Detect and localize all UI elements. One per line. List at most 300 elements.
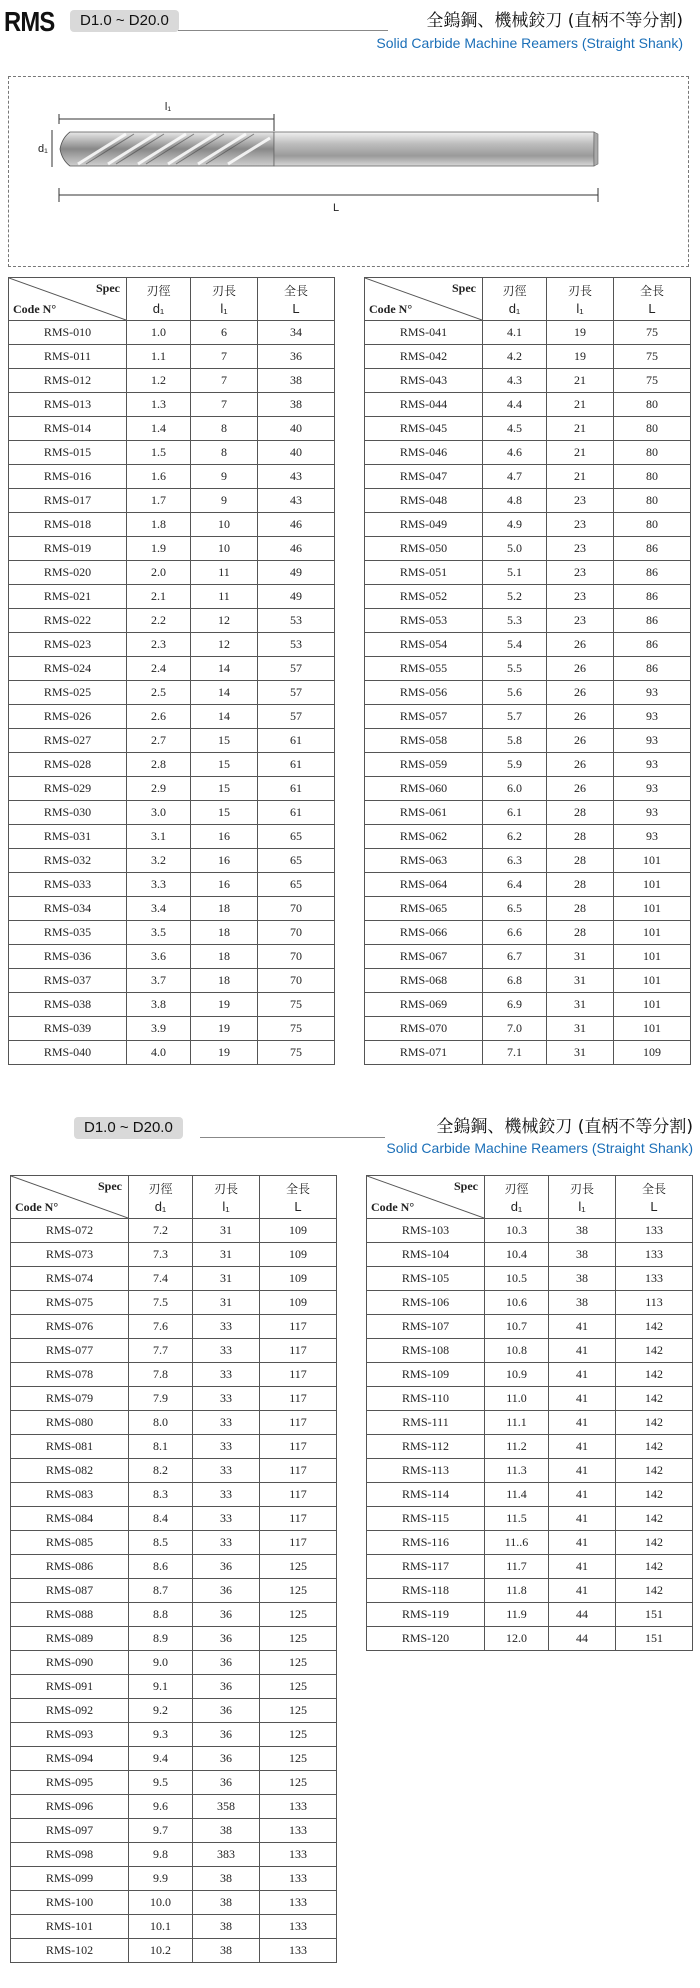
table-row	[9, 729, 335, 753]
code-cell: RMS-067	[365, 945, 483, 969]
table-row	[11, 1291, 337, 1315]
overall-length-cell: 80	[614, 489, 691, 513]
header-diameter-sym: d₁	[154, 1199, 167, 1214]
diameter-cell: 9.3	[129, 1723, 193, 1747]
table-row	[11, 1579, 337, 1603]
flute-length-cell: 23	[547, 489, 614, 513]
overall-length-cell: 53	[258, 609, 335, 633]
code-label: Code N°	[15, 1200, 59, 1214]
flute-length-cell: 18	[191, 897, 258, 921]
diameter-cell: 9.7	[129, 1819, 193, 1843]
header-cell-spec-code	[9, 278, 127, 321]
overall-length-cell: 133	[616, 1267, 693, 1291]
header-flute-length-sym: l₁	[578, 1199, 586, 1214]
spec-table-1	[8, 277, 335, 1065]
flute-length-cell: 31	[193, 1219, 260, 1243]
code-cell: RMS-023	[9, 633, 127, 657]
diameter-cell: 10.6	[485, 1291, 549, 1315]
overall-length-cell: 133	[260, 1891, 337, 1915]
diameter-cell: 7.8	[129, 1363, 193, 1387]
overall-length-cell: 125	[260, 1699, 337, 1723]
code-cell: RMS-029	[9, 777, 127, 801]
overall-length-cell: 57	[258, 681, 335, 705]
code-cell: RMS-040	[9, 1041, 127, 1065]
diameter-cell: 3.6	[127, 945, 191, 969]
table-row	[9, 897, 335, 921]
table-row	[9, 753, 335, 777]
code-cell: RMS-095	[11, 1771, 129, 1795]
code-cell: RMS-085	[11, 1531, 129, 1555]
flute-length-cell: 44	[549, 1627, 616, 1651]
flute-length-cell: 14	[191, 705, 258, 729]
overall-length-cell: 142	[616, 1339, 693, 1363]
table-row	[365, 537, 691, 561]
flute-length-cell: 36	[193, 1771, 260, 1795]
header-diameter-cn: 刃徑	[502, 284, 527, 298]
code-cell: RMS-056	[365, 681, 483, 705]
diameter-cell: 11.7	[485, 1555, 549, 1579]
table-row	[365, 633, 691, 657]
flute-length-cell: 31	[547, 1017, 614, 1041]
code-cell: RMS-109	[367, 1363, 485, 1387]
overall-length-cell: 142	[616, 1363, 693, 1387]
code-cell: RMS-120	[367, 1627, 485, 1651]
code-cell: RMS-101	[11, 1915, 129, 1939]
overall-length-cell: 142	[616, 1531, 693, 1555]
table-row	[11, 1819, 337, 1843]
overall-length-cell: 125	[260, 1603, 337, 1627]
overall-length-cell: 43	[258, 489, 335, 513]
header-cell-flute-length	[191, 278, 258, 321]
table-row	[9, 585, 335, 609]
code-cell: RMS-028	[9, 753, 127, 777]
overall-length-cell: 142	[616, 1507, 693, 1531]
diameter-cell: 10.3	[485, 1219, 549, 1243]
overall-length-cell: 117	[260, 1459, 337, 1483]
table-row	[365, 801, 691, 825]
diameter-cell: 11.9	[485, 1603, 549, 1627]
header-diameter-sym: d₁	[508, 301, 521, 316]
flute-length-cell: 383	[193, 1843, 260, 1867]
overall-length-cell: 101	[614, 945, 691, 969]
code-cell: RMS-039	[9, 1017, 127, 1041]
diameter-cell: 11.2	[485, 1435, 549, 1459]
diameter-cell: 10.1	[129, 1915, 193, 1939]
flute-length-cell: 26	[547, 777, 614, 801]
diameter-cell: 6.8	[483, 969, 547, 993]
diameter-cell: 4.8	[483, 489, 547, 513]
table-row	[365, 393, 691, 417]
overall-length-cell: 86	[614, 609, 691, 633]
flute-length-cell: 14	[191, 657, 258, 681]
overall-length-cell: 142	[616, 1411, 693, 1435]
code-cell: RMS-106	[367, 1291, 485, 1315]
table-row	[11, 1627, 337, 1651]
diameter-cell: 7.0	[483, 1017, 547, 1041]
flute-length-cell: 23	[547, 561, 614, 585]
diameter-cell: 7.6	[129, 1315, 193, 1339]
table-row	[367, 1627, 693, 1651]
flute-length-cell: 41	[549, 1459, 616, 1483]
code-cell: RMS-119	[367, 1603, 485, 1627]
code-cell: RMS-010	[9, 321, 127, 345]
diameter-cell: 6.5	[483, 897, 547, 921]
flute-length-cell: 33	[193, 1435, 260, 1459]
overall-length-cell: 70	[258, 969, 335, 993]
header-cell-overall-length	[614, 278, 691, 321]
overall-length-cell: 109	[614, 1041, 691, 1065]
diameter-cell: 8.6	[129, 1555, 193, 1579]
overall-length-cell: 133	[260, 1915, 337, 1939]
overall-length-cell: 57	[258, 705, 335, 729]
overall-length-cell: 142	[616, 1387, 693, 1411]
flute-length-cell: 28	[547, 801, 614, 825]
diameter-cell: 4.2	[483, 345, 547, 369]
overall-length-cell: 125	[260, 1723, 337, 1747]
table-row	[9, 993, 335, 1017]
flute-length-cell: 28	[547, 873, 614, 897]
table-row	[11, 1531, 337, 1555]
overall-length-cell: 34	[258, 321, 335, 345]
code-cell: RMS-036	[9, 945, 127, 969]
header-flute-length-sym: l₁	[220, 301, 228, 316]
code-label: Code N°	[371, 1200, 415, 1214]
flute-length-cell: 33	[193, 1339, 260, 1363]
table-row	[11, 1915, 337, 1939]
table-row	[9, 873, 335, 897]
table-row	[9, 657, 335, 681]
table-row	[365, 489, 691, 513]
table-row	[365, 369, 691, 393]
diameter-cell: 10.5	[485, 1267, 549, 1291]
diameter-cell: 3.4	[127, 897, 191, 921]
flute-length-cell: 44	[549, 1603, 616, 1627]
code-cell: RMS-041	[365, 321, 483, 345]
diameter-cell: 9.8	[129, 1843, 193, 1867]
code-cell: RMS-017	[9, 489, 127, 513]
code-cell: RMS-108	[367, 1339, 485, 1363]
header-overall-length-cn: 全長	[641, 1182, 666, 1196]
table-row	[367, 1363, 693, 1387]
flute-length-cell: 6	[191, 321, 258, 345]
table-row	[11, 1315, 337, 1339]
diameter-cell: 7.4	[129, 1267, 193, 1291]
diameter-cell: 10.7	[485, 1315, 549, 1339]
code-cell: RMS-071	[365, 1041, 483, 1065]
overall-length-cell: 86	[614, 537, 691, 561]
overall-length-cell: 125	[260, 1579, 337, 1603]
flute-length-cell: 36	[193, 1699, 260, 1723]
code-cell: RMS-027	[9, 729, 127, 753]
diameter-cell: 1.6	[127, 465, 191, 489]
diameter-cell: 1.8	[127, 513, 191, 537]
code-cell: RMS-058	[365, 729, 483, 753]
title-chinese-2: 全鎢鋼、機械鉸刀 (直柄不等分割)	[436, 1117, 693, 1137]
flute-length-cell: 41	[549, 1315, 616, 1339]
table-row	[365, 945, 691, 969]
code-cell: RMS-035	[9, 921, 127, 945]
diameter-cell: 8.2	[129, 1459, 193, 1483]
overall-length-cell: 70	[258, 897, 335, 921]
code-cell: RMS-069	[365, 993, 483, 1017]
table-row	[11, 1747, 337, 1771]
flute-length-cell: 19	[191, 993, 258, 1017]
flute-length-cell: 15	[191, 753, 258, 777]
diameter-cell: 1.3	[127, 393, 191, 417]
spec-label: Spec	[98, 1179, 122, 1193]
overall-length-cell: 53	[258, 633, 335, 657]
code-cell: RMS-065	[365, 897, 483, 921]
table-row	[9, 609, 335, 633]
table-row	[11, 1867, 337, 1891]
diameter-cell: 9.2	[129, 1699, 193, 1723]
diameter-cell: 9.1	[129, 1675, 193, 1699]
diameter-cell: 5.5	[483, 657, 547, 681]
flute-length-cell: 28	[547, 921, 614, 945]
flute-length-cell: 21	[547, 393, 614, 417]
header-cell-spec-code	[367, 1176, 485, 1219]
overall-length-cell: 142	[616, 1459, 693, 1483]
table-row	[367, 1219, 693, 1243]
code-cell: RMS-104	[367, 1243, 485, 1267]
table-row	[9, 921, 335, 945]
flute-length-cell: 41	[549, 1507, 616, 1531]
code-cell: RMS-013	[9, 393, 127, 417]
diameter-cell: 8.9	[129, 1627, 193, 1651]
diameter-cell: 3.2	[127, 849, 191, 873]
table-row	[365, 465, 691, 489]
overall-length-cell: 49	[258, 561, 335, 585]
table-row	[11, 1939, 337, 1963]
overall-length-cell: 65	[258, 849, 335, 873]
header-rule	[178, 30, 388, 31]
diameter-cell: 11.0	[485, 1387, 549, 1411]
label-l1: l₁	[164, 101, 172, 113]
diameter-cell: 3.1	[127, 825, 191, 849]
header-flute-length-sym: l₁	[576, 301, 584, 316]
overall-length-cell: 93	[614, 801, 691, 825]
flute-length-cell: 31	[547, 1041, 614, 1065]
title-english: Solid Carbide Machine Reamers (Straight Shank)	[376, 35, 683, 51]
diameter-cell: 1.9	[127, 537, 191, 561]
code-cell: RMS-117	[367, 1555, 485, 1579]
flute-length-cell: 38	[193, 1867, 260, 1891]
code-cell: RMS-087	[11, 1579, 129, 1603]
code-cell: RMS-115	[367, 1507, 485, 1531]
diameter-cell: 8.4	[129, 1507, 193, 1531]
overall-length-cell: 80	[614, 465, 691, 489]
overall-length-cell: 133	[616, 1243, 693, 1267]
overall-length-cell: 36	[258, 345, 335, 369]
overall-length-cell: 117	[260, 1387, 337, 1411]
table-row	[11, 1387, 337, 1411]
overall-length-cell: 61	[258, 777, 335, 801]
flute-length-cell: 36	[193, 1603, 260, 1627]
flute-length-cell: 18	[191, 969, 258, 993]
table-row	[365, 921, 691, 945]
header-flute-length-cn: 刃長	[211, 284, 236, 298]
diameter-cell: 9.5	[129, 1771, 193, 1795]
code-cell: RMS-068	[365, 969, 483, 993]
code-cell: RMS-059	[365, 753, 483, 777]
table-row	[365, 657, 691, 681]
code-cell: RMS-094	[11, 1747, 129, 1771]
overall-length-cell: 117	[260, 1315, 337, 1339]
diameter-cell: 6.7	[483, 945, 547, 969]
flute-length-cell: 38	[549, 1219, 616, 1243]
table-row	[11, 1507, 337, 1531]
overall-length-cell: 151	[616, 1627, 693, 1651]
table-row	[367, 1531, 693, 1555]
flute-length-cell: 38	[193, 1891, 260, 1915]
code-cell: RMS-049	[365, 513, 483, 537]
code-cell: RMS-019	[9, 537, 127, 561]
overall-length-cell: 65	[258, 873, 335, 897]
flute-length-cell: 7	[191, 393, 258, 417]
table-row	[11, 1411, 337, 1435]
flute-length-cell: 41	[549, 1435, 616, 1459]
flute-length-cell: 26	[547, 681, 614, 705]
table-row	[11, 1723, 337, 1747]
header-flute-length-cn: 刃長	[567, 284, 592, 298]
code-cell: RMS-098	[11, 1843, 129, 1867]
flute-length-cell: 36	[193, 1579, 260, 1603]
table-row	[365, 585, 691, 609]
diameter-cell: 4.6	[483, 441, 547, 465]
flute-length-cell: 41	[549, 1579, 616, 1603]
flute-length-cell: 12	[191, 609, 258, 633]
header-diameter-cn: 刃徑	[146, 284, 171, 298]
table-row	[367, 1243, 693, 1267]
code-cell: RMS-045	[365, 417, 483, 441]
code-cell: RMS-072	[11, 1219, 129, 1243]
table-row	[11, 1699, 337, 1723]
diameter-cell: 8.0	[129, 1411, 193, 1435]
overall-length-cell: 70	[258, 921, 335, 945]
flute-length-cell: 15	[191, 729, 258, 753]
code-cell: RMS-076	[11, 1315, 129, 1339]
code-cell: RMS-093	[11, 1723, 129, 1747]
overall-length-cell: 142	[616, 1435, 693, 1459]
flute-length-cell: 23	[547, 585, 614, 609]
table-row	[9, 345, 335, 369]
flute-length-cell: 10	[191, 513, 258, 537]
header-cell-diameter	[485, 1176, 549, 1219]
header-cell-diameter	[483, 278, 547, 321]
overall-length-cell: 93	[614, 753, 691, 777]
header-overall-length-sym: L	[650, 1199, 658, 1214]
diameter-cell: 8.3	[129, 1483, 193, 1507]
code-cell: RMS-086	[11, 1555, 129, 1579]
diameter-cell: 4.3	[483, 369, 547, 393]
code-cell: RMS-063	[365, 849, 483, 873]
table-row	[367, 1507, 693, 1531]
code-cell: RMS-070	[365, 1017, 483, 1041]
table-row	[367, 1555, 693, 1579]
code-cell: RMS-112	[367, 1435, 485, 1459]
overall-length-cell: 101	[614, 1017, 691, 1041]
diameter-cell: 3.5	[127, 921, 191, 945]
table-row	[9, 681, 335, 705]
code-cell: RMS-014	[9, 417, 127, 441]
diameter-cell: 11.4	[485, 1483, 549, 1507]
table-row	[11, 1219, 337, 1243]
flute-length-cell: 16	[191, 849, 258, 873]
table-row	[11, 1603, 337, 1627]
header-cell-flute-length	[193, 1176, 260, 1219]
code-cell: RMS-111	[367, 1411, 485, 1435]
header-overall-length-sym: L	[294, 1199, 302, 1214]
diameter-cell: 1.1	[127, 345, 191, 369]
code-cell: RMS-105	[367, 1267, 485, 1291]
flute-length-cell: 31	[547, 969, 614, 993]
code-cell: RMS-032	[9, 849, 127, 873]
spec-table-4	[366, 1175, 693, 1651]
diameter-cell: 10.8	[485, 1339, 549, 1363]
overall-length-cell: 46	[258, 537, 335, 561]
flute-length-cell: 26	[547, 753, 614, 777]
code-cell: RMS-092	[11, 1699, 129, 1723]
flute-length-cell: 38	[549, 1243, 616, 1267]
diameter-cell: 4.9	[483, 513, 547, 537]
table-row	[365, 825, 691, 849]
diameter-cell: 2.1	[127, 585, 191, 609]
flute-length-cell: 31	[193, 1243, 260, 1267]
code-cell: RMS-064	[365, 873, 483, 897]
diameter-cell: 3.3	[127, 873, 191, 897]
flute-length-cell: 33	[193, 1483, 260, 1507]
table-row	[11, 1675, 337, 1699]
table-row	[365, 681, 691, 705]
brand-title: RMS	[4, 6, 55, 37]
overall-length-cell: 46	[258, 513, 335, 537]
diameter-cell: 5.7	[483, 705, 547, 729]
overall-length-cell: 117	[260, 1483, 337, 1507]
code-cell: RMS-015	[9, 441, 127, 465]
spec-label: Spec	[96, 281, 120, 295]
header-overall-length-cn: 全長	[639, 284, 664, 298]
code-cell: RMS-114	[367, 1483, 485, 1507]
diameter-cell: 4.5	[483, 417, 547, 441]
flute-length-cell: 9	[191, 489, 258, 513]
diameter-cell: 9.4	[129, 1747, 193, 1771]
flute-length-cell: 21	[547, 369, 614, 393]
overall-length-cell: 75	[614, 345, 691, 369]
diameter-cell: 3.0	[127, 801, 191, 825]
header-diameter-sym: d₁	[152, 301, 165, 316]
table-row	[365, 873, 691, 897]
code-cell: RMS-082	[11, 1459, 129, 1483]
code-cell: RMS-062	[365, 825, 483, 849]
flute-length-cell: 33	[193, 1315, 260, 1339]
overall-length-cell: 133	[260, 1795, 337, 1819]
code-cell: RMS-026	[9, 705, 127, 729]
code-cell: RMS-089	[11, 1627, 129, 1651]
code-cell: RMS-053	[365, 609, 483, 633]
overall-length-cell: 117	[260, 1435, 337, 1459]
flute-length-cell: 19	[191, 1017, 258, 1041]
flute-length-cell: 23	[547, 537, 614, 561]
overall-length-cell: 38	[258, 393, 335, 417]
flute-length-cell: 31	[193, 1267, 260, 1291]
flute-length-cell: 36	[193, 1627, 260, 1651]
code-cell: RMS-025	[9, 681, 127, 705]
table-row	[365, 705, 691, 729]
flute-length-cell: 10	[191, 537, 258, 561]
header-overall-length-sym: L	[648, 301, 656, 316]
code-cell: RMS-088	[11, 1603, 129, 1627]
diameter-cell: 2.2	[127, 609, 191, 633]
